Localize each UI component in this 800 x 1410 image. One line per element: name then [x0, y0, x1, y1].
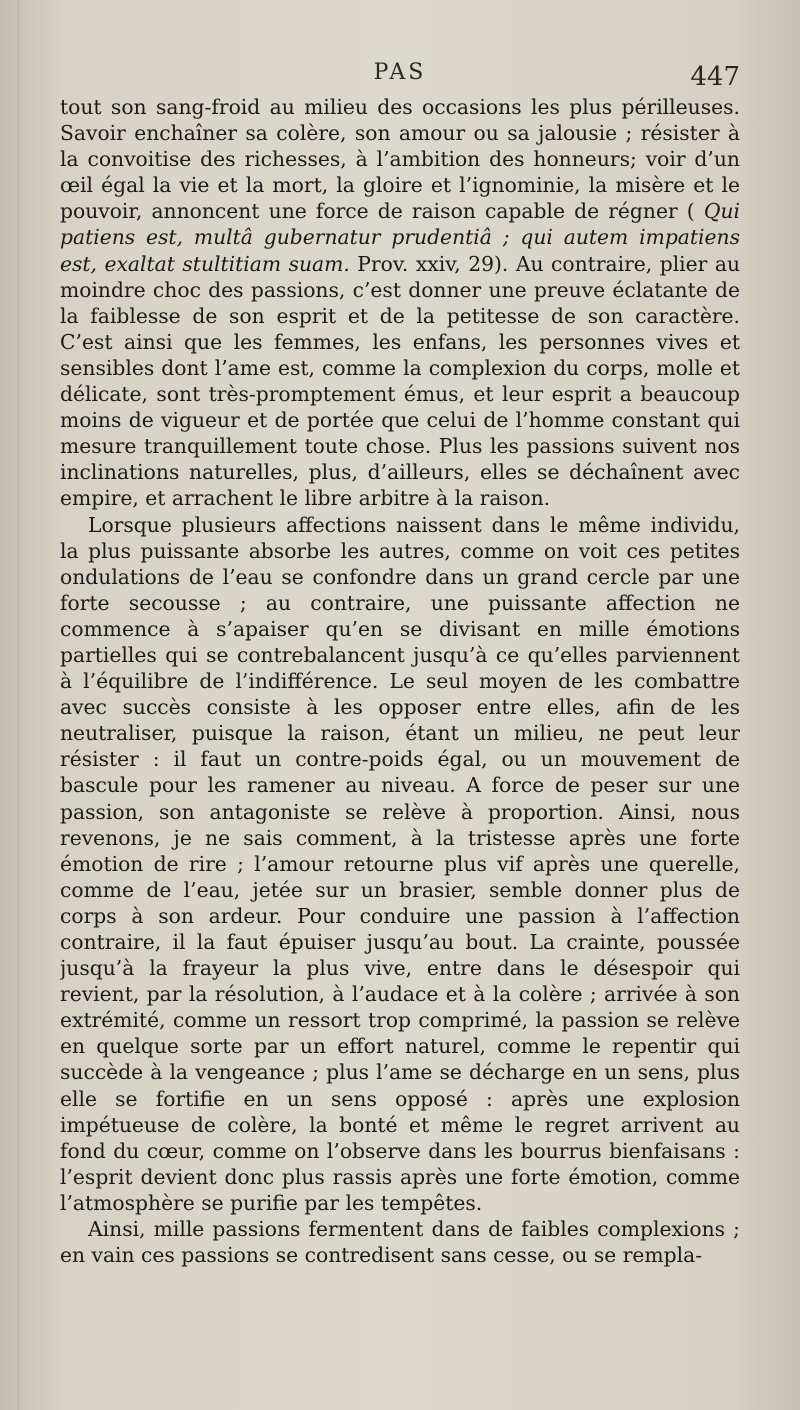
paragraph-2-text: Lorsque plusieurs affections naissent dans le même individu, la plus puissante absorbe les autres, comme on voit ces petites ondulations de l’eau se confondre dans un grand cercle par une forte secousse ; au contraire, une puissante affection ne commence à s’apaiser qu’en se divisant en mille émotions partielles qui se contrebalancent jusqu’à ce qu’elles parviennent à l’équilibre de l’indifférence. Le seul moyen de les combattre avec succès consiste à les opposer entre elles, afin de les neutraliser, puisque la raison, étant un milieu, ne peut leur résister : il faut un contre-poids égal, ou un mouvement de bascule pour les ramener au niveau. A force de peser sur une passion, son antagoniste se relève à proportion. Ainsi, nous revenons, je ne sais comment, à la tristesse après une forte émotion de rire ; l’amour retourne plus vif après une querelle, comme de l’eau, jetée sur un brasier, semble donner plus de corps à son ardeur. Pour conduire une passion à l’affection contraire, il la faut épuiser jusqu’au bout. La crainte, poussée jusqu’à la frayeur la plus vive, entre dans le désespoir qui revient, par la résolution, à l’audace et à la colère ; arrivée à son extrémité, comme un ressort trop comprimé, la passion se relève en quelque sorte par un effort naturel, comme le repentir qui succède à la vengeance ; plus l’ame se décharge en un sens, plus elle se fortifie en un sens opposé : après une explosion impétueuse de colère, la bonté et même le regret arrivent au fond du cœur, comme on l’observe dans les bourrus bienfaisans : l’esprit devient donc plus rassis après une forte émotion, comme l’atmosphère se purifie par les tempêtes.: [60, 512, 740, 1215]
page-edge-shadow: [18, 0, 19, 1410]
paragraph-1: [60, 94, 740, 512]
body-text: [60, 94, 740, 1314]
paragraph-1-text-b: Prov. xxiv, 29). Au contraire, plier au moindre choc des passions, c’est donner une preuve éclatante de la faiblesse de son esprit et de la petitesse de son caractère. C’est ainsi que les femmes, les enfans, les personnes vives et sensibles dont l’ame est, comme la complexion du corps, molle et délicate, sont très-promptement émus, et leur esprit a beaucoup moins de vigueur et de portée que celui de l’homme constant qui mesure tranquillement toute chose. Plus les passions suivent nos inclinations naturelles, plus, d’ailleurs, elles se déchaînent avec empire, et arrachent le libre arbitre à la raison.: [60, 251, 740, 511]
page-number: 447: [690, 62, 740, 92]
paragraph-2: [60, 512, 740, 1217]
paragraph-1-text-a: tout son sang-froid au milieu des occasions les plus périlleuses. Savoir enchaîner sa colère, son amour ou sa jalousie ; résister à la convoitise des richesses, à l’ambition des honneurs; voir d’un œil égal la vie et la mort, la gloire et l’ignominie, la misère et le pouvoir, annoncent une force de raison capable de régner (: [60, 95, 740, 224]
latin-quotation: Qui patiens est, multâ gubernatur prudentiâ ; qui autem impatiens est, exaltat stultitiam suam.: [60, 199, 740, 276]
page-header: [60, 60, 740, 94]
running-head: PAS: [373, 60, 427, 85]
paragraph-3: [60, 1216, 740, 1268]
paragraph-3-text: Ainsi, mille passions fermentent dans de faibles complexions ; en vain ces passions se contredisent sans cesse, ou se rempla-: [60, 1217, 740, 1268]
